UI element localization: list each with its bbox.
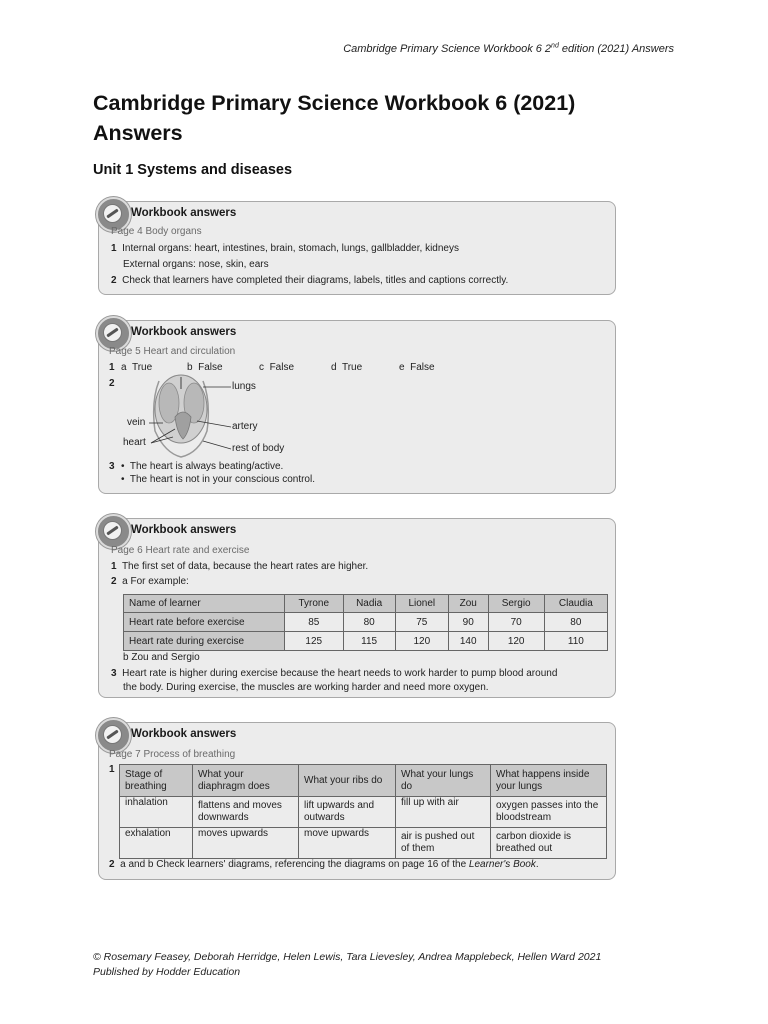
answer-value: False xyxy=(198,362,223,373)
table-cell: air is pushed out of them xyxy=(396,828,491,859)
label-lungs: lungs xyxy=(232,381,256,392)
question-3 xyxy=(111,668,557,679)
answer-letter: e xyxy=(399,362,405,373)
running-header-text: Cambridge Primary Science Workbook 6 2nd edition (2021) Answers xyxy=(343,42,674,55)
answer-letter: b xyxy=(187,362,193,373)
breathing-table xyxy=(119,764,607,859)
heart-rate-table xyxy=(123,594,608,651)
answer-text: The first set of data, because the heart rates are higher. xyxy=(121,561,369,572)
answer-text: External organs: nose, skin, ears xyxy=(123,259,269,270)
table-header: What your diaphragm does xyxy=(193,765,299,797)
answer-letter: a xyxy=(121,362,127,373)
table-cell: Heart rate during exercise xyxy=(124,632,285,651)
table-header-row xyxy=(124,595,608,613)
table-cell: 75 xyxy=(395,613,448,632)
running-header xyxy=(343,42,674,55)
question-number: 1 xyxy=(111,561,117,572)
question-number: 1 xyxy=(109,362,115,373)
question-1 xyxy=(111,243,459,254)
question-number: 2 xyxy=(109,378,115,389)
table-header: What your ribs do xyxy=(299,765,396,797)
table-cell: moves upwards xyxy=(193,828,299,859)
table-row xyxy=(124,632,608,651)
question-number: 2 xyxy=(111,576,117,587)
heart-lungs-illustration xyxy=(154,375,209,457)
page-title xyxy=(93,88,653,148)
answer-2b: b Zou and Sergio xyxy=(123,652,200,663)
answer-text: a and b Check learners' diagrams, referencing the diagrams on page 16 of the xyxy=(120,859,467,870)
table-header: Stage of breathing xyxy=(120,765,193,797)
table-header: Zou xyxy=(448,595,488,613)
answers-box-heart-circulation xyxy=(98,320,616,494)
box-page-ref: Page 4 Body organs xyxy=(111,226,202,237)
answer-text: Internal organs: heart, intestines, brain, stomach, lungs, gallbladder, kidneys xyxy=(122,243,459,254)
answer-text: the body. During exercise, the muscles are working harder and need more oxygen. xyxy=(123,682,489,693)
table-header: Lionel xyxy=(395,595,448,613)
table-cell: 80 xyxy=(544,613,607,632)
answer-letter: c xyxy=(259,362,264,373)
answers-box-breathing xyxy=(98,722,616,880)
question-2 xyxy=(109,859,539,870)
unit-title: Unit 1 Systems and diseases xyxy=(93,162,293,178)
table-cell: fill up with air xyxy=(396,797,491,828)
box-heading: Workbook answers xyxy=(131,728,237,740)
pencil-icon xyxy=(96,514,131,549)
table-header: Tyrone xyxy=(285,595,344,613)
question-number: 2 xyxy=(109,859,115,870)
answers-box-heart-rate xyxy=(98,518,616,698)
table-cell: Heart rate before exercise xyxy=(124,613,285,632)
box-heading: Workbook answers xyxy=(131,524,237,536)
table-cell: 110 xyxy=(544,632,607,651)
page-title-line1: Cambridge Primary Science Workbook 6 (2021) xyxy=(93,91,576,115)
box-heading: Workbook answers xyxy=(131,207,237,219)
question-1 xyxy=(111,561,368,572)
table-cell: 120 xyxy=(488,632,544,651)
table-header: What your lungs do xyxy=(396,765,491,797)
table-cell: move upwards xyxy=(299,828,396,859)
bullet-text: The heart is not in your conscious control. xyxy=(129,474,315,485)
table-header: Sergio xyxy=(488,595,544,613)
question-number: 3 xyxy=(111,668,117,679)
answer-value: False xyxy=(410,362,435,373)
question-number: 1 xyxy=(109,764,115,775)
book-title: Learner's Book xyxy=(468,859,536,870)
answers-box-body-organs xyxy=(98,201,616,295)
table-cell: 120 xyxy=(395,632,448,651)
question-number: 1 xyxy=(111,243,117,254)
table-cell: 115 xyxy=(343,632,395,651)
table-row xyxy=(124,613,608,632)
bullet-item: • The heart is not in your conscious control. xyxy=(121,474,315,485)
question-2 xyxy=(111,275,508,286)
question-number: 2 xyxy=(111,275,117,286)
table-row xyxy=(120,828,607,859)
answer-1e xyxy=(399,362,435,373)
table-cell: 125 xyxy=(285,632,344,651)
answer-text: Check that learners have completed their diagrams, labels, titles and captions correctly. xyxy=(122,275,509,286)
table-cell: 90 xyxy=(448,613,488,632)
footer-copyright: © Rosemary Feasey, Deborah Herridge, Helen Lewis, Tara Lievesley, Andrea Mapplebeck, Hellen Ward 2021 xyxy=(93,951,602,963)
table-cell: lift upwards and outwards xyxy=(299,797,396,828)
page-title-line2: Answers xyxy=(93,121,183,145)
box-page-ref: Page 7 Process of breathing xyxy=(109,749,236,760)
table-cell: exhalation xyxy=(120,828,193,859)
table-cell: 85 xyxy=(285,613,344,632)
table-cell: flattens and moves downwards xyxy=(193,797,299,828)
table-header: Nadia xyxy=(343,595,395,613)
footer-publisher: Published by Hodder Education xyxy=(93,966,241,978)
box-heading: Workbook answers xyxy=(131,326,237,338)
answer-text: a For example: xyxy=(122,576,189,587)
table-cell: 70 xyxy=(488,613,544,632)
answer-text: Heart rate is higher during exercise because the heart needs to work harder to pump blood around xyxy=(122,668,558,679)
table-cell: oxygen passes into the bloodstream xyxy=(491,797,607,828)
label-rest-of-body: rest of body xyxy=(232,443,285,454)
box-page-ref: Page 5 Heart and circulation xyxy=(109,346,236,357)
answer-letter: d xyxy=(331,362,337,373)
answer-1d xyxy=(331,362,362,373)
question-number: 3 xyxy=(109,461,115,472)
answer-value: False xyxy=(269,362,295,373)
pencil-icon xyxy=(96,718,131,753)
table-cell: 140 xyxy=(448,632,488,651)
answer-text: . xyxy=(535,859,539,870)
label-vein: vein xyxy=(127,417,146,428)
label-heart: heart xyxy=(123,437,146,448)
bullet-text: The heart is always beating/active. xyxy=(129,461,284,472)
table-header-row xyxy=(120,765,607,797)
table-cell: carbon dioxide is breathed out xyxy=(491,828,607,859)
question-2 xyxy=(111,576,189,587)
table-header: Name of learner xyxy=(124,595,285,613)
answer-value: True xyxy=(131,362,153,373)
label-artery: artery xyxy=(232,421,258,432)
table-row xyxy=(120,797,607,828)
table-header: Claudia xyxy=(544,595,607,613)
table-cell: 80 xyxy=(343,613,395,632)
box-page-ref: Page 6 Heart rate and exercise xyxy=(111,545,250,556)
table-cell: inhalation xyxy=(120,797,193,828)
bullet-item: • The heart is always beating/active. xyxy=(121,461,284,472)
answer-value: True xyxy=(341,362,363,373)
table-header: What happens inside your lungs xyxy=(491,765,607,797)
